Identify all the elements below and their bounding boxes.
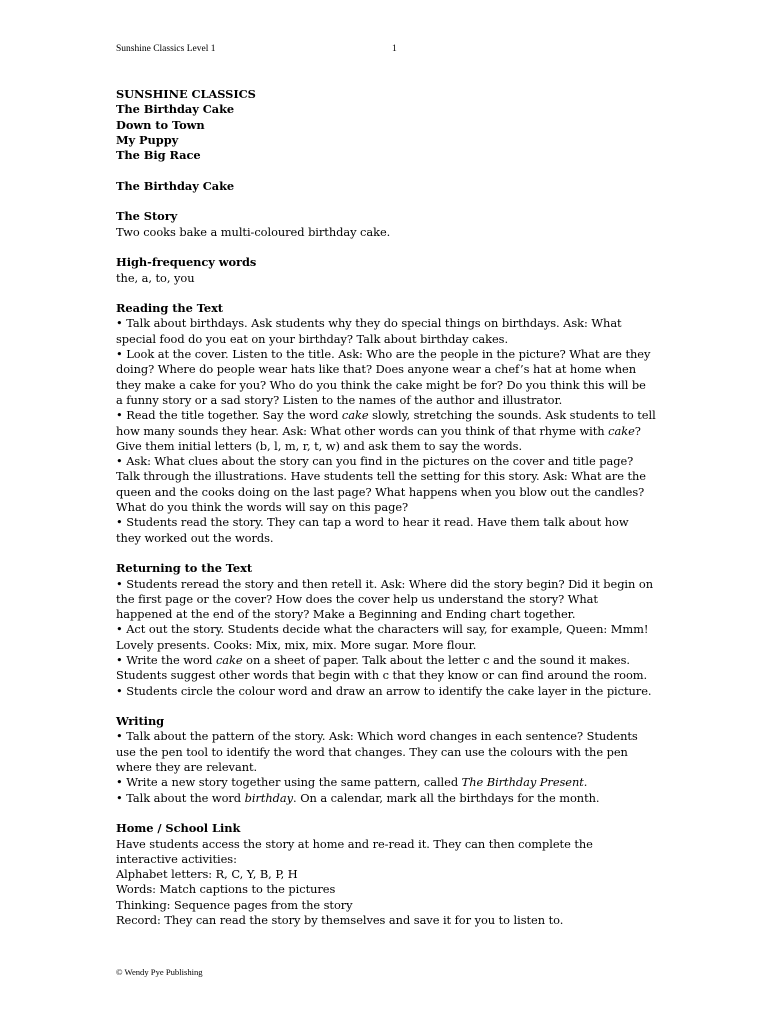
home-school-section: [116, 821, 656, 928]
high-frequency-words: the, a, to, you: [116, 270, 195, 285]
page-number: 1: [392, 44, 397, 54]
high-frequency-section: [116, 255, 656, 286]
emphasized-word: birthday: [244, 790, 294, 805]
series-name: SUNSHINE CLASSICS: [116, 87, 256, 101]
emphasized-word: The Birthday Present.: [461, 775, 588, 790]
returning-heading: Returning to the Text: [116, 561, 253, 576]
home-school-heading: Home / School Link: [116, 821, 241, 836]
emphasized-word: cake: [341, 408, 369, 423]
bullet-text: . On a calendar, mark all the birthdays for the month.: [293, 790, 600, 805]
bullet-text: • Talk about the word: [116, 790, 245, 805]
series-book-title: The Big Race: [116, 148, 201, 163]
returning-section: [116, 561, 656, 699]
running-header-title: Sunshine Classics Level 1: [116, 44, 216, 54]
emphasized-word: cake: [215, 652, 243, 667]
bullet-paragraph: [116, 408, 656, 454]
returning-bullets: [116, 577, 656, 699]
home-school-line: Record: They can read the story by themselves and save it for you to listen to.: [116, 913, 564, 928]
home-school-line: Words: Match captions to the pictures: [116, 882, 336, 897]
series-book-title: My Puppy: [116, 132, 179, 147]
bullet-text: • Act out the story. Students decide what the characters will say, for example, Queen: Mmm! Lovely presents. Cooks: Mix, mix, mix. More sugar. More flour.: [116, 622, 649, 652]
story-heading: The Story: [116, 209, 178, 224]
writing-section: [116, 714, 656, 806]
series-book-title: Down to Town: [116, 117, 205, 132]
series-book-title: The Birthday Cake: [116, 102, 235, 117]
bullet-paragraph: [116, 515, 656, 546]
emphasized-word: cake: [608, 423, 635, 438]
bullet-text: • Talk about the pattern of the story. Ask: Which word changes in each sentence? Students use the pen tool to identify the word that changes. They can use the colours with the pen where they are relevant.: [116, 729, 638, 775]
home-school-line: Have students access the story at home and re-read it. They can then complete the interactive activities:: [116, 836, 593, 866]
home-school-line: Thinking: Sequence pages from the story: [116, 897, 353, 912]
bullet-text: • Students circle the colour word and draw an arrow to identify the cake layer in the picture.: [116, 683, 652, 698]
bullet-paragraph: [116, 454, 656, 515]
reading-section: [116, 301, 656, 546]
bullet-paragraph: [116, 775, 656, 790]
bullet-paragraph: [116, 577, 656, 623]
high-frequency-heading: High-frequency words: [116, 255, 257, 270]
home-school-line: Alphabet letters: R, C, Y, B, P, H: [116, 867, 298, 882]
bullet-paragraph: [116, 729, 656, 775]
copyright-footer: © Wendy Pye Publishing: [116, 967, 203, 977]
bullet-text: • Write the word: [116, 652, 216, 667]
writing-heading: Writing: [116, 714, 165, 729]
document-body: [116, 87, 656, 944]
bullet-text: • Write a new story together using the same pattern, called: [116, 775, 462, 790]
book-title: The Birthday Cake: [116, 178, 235, 193]
bullet-paragraph: [116, 684, 656, 699]
story-section: [116, 209, 656, 240]
bullet-text: • Students read the story. They can tap a word to hear it read. Have them talk about how they worked out the words.: [116, 515, 629, 545]
bullet-text: • Talk about birthdays. Ask students why they do special things on birthdays. Ask: What special food do you eat on your birthday? Talk about birthday cakes.: [116, 316, 622, 346]
story-text: Two cooks bake a multi-coloured birthday cake.: [116, 224, 391, 239]
reading-heading: Reading the Text: [116, 301, 224, 316]
running-header: [116, 42, 676, 56]
bullet-text: • Look at the cover. Listen to the title. Ask: Who are the people in the picture? What are they doing? Where do people wear hats like that? Does anyone wear a chef’s hat at home when they make a cake for you? Who do you think the cake might be for? Do you think this will be a funny story or a sad story? Listen to the names of the author and illustrator.: [116, 347, 651, 407]
book-title-section: [116, 179, 656, 194]
bullet-paragraph: [116, 791, 656, 806]
bullet-paragraph: [116, 347, 656, 408]
bullet-paragraph: [116, 653, 656, 684]
reading-bullets: [116, 316, 656, 545]
bullet-text: ? Give them initial letters (b, l, m, r, t, w) and ask them to say the words.: [116, 423, 641, 453]
bullet-text: on a sheet of paper. Talk about the letter c and the sound it makes. Students suggest other words that begin with c that they know or can find around the room.: [116, 652, 648, 683]
bullet-paragraph: [116, 622, 656, 653]
series-title-block: [116, 87, 656, 163]
writing-bullets: [116, 729, 656, 805]
bullet-text: slowly, stretching the sounds. Ask students to tell how many sounds they hear. Ask: What other words can you think of that rhyme with: [116, 408, 656, 438]
bullet-text: • Students reread the story and then retell it. Ask: Where did the story begin? Did it begin on the first page or the cover? How does the cover help us understand the story? What happened at the end of the story? Make a Beginning and Ending chart together.: [116, 576, 653, 622]
bullet-text: • Read the title together. Say the word: [116, 408, 342, 423]
bullet-text: • Ask: What clues about the story can you find in the pictures on the cover and title page? Talk through the illustrations. Have students tell the setting for this story. Ask: What are the queen and the cooks doing on the last page? What happens when you blow out the candles? What do you think the words will say on this page?: [116, 454, 646, 515]
bullet-paragraph: [116, 316, 656, 347]
